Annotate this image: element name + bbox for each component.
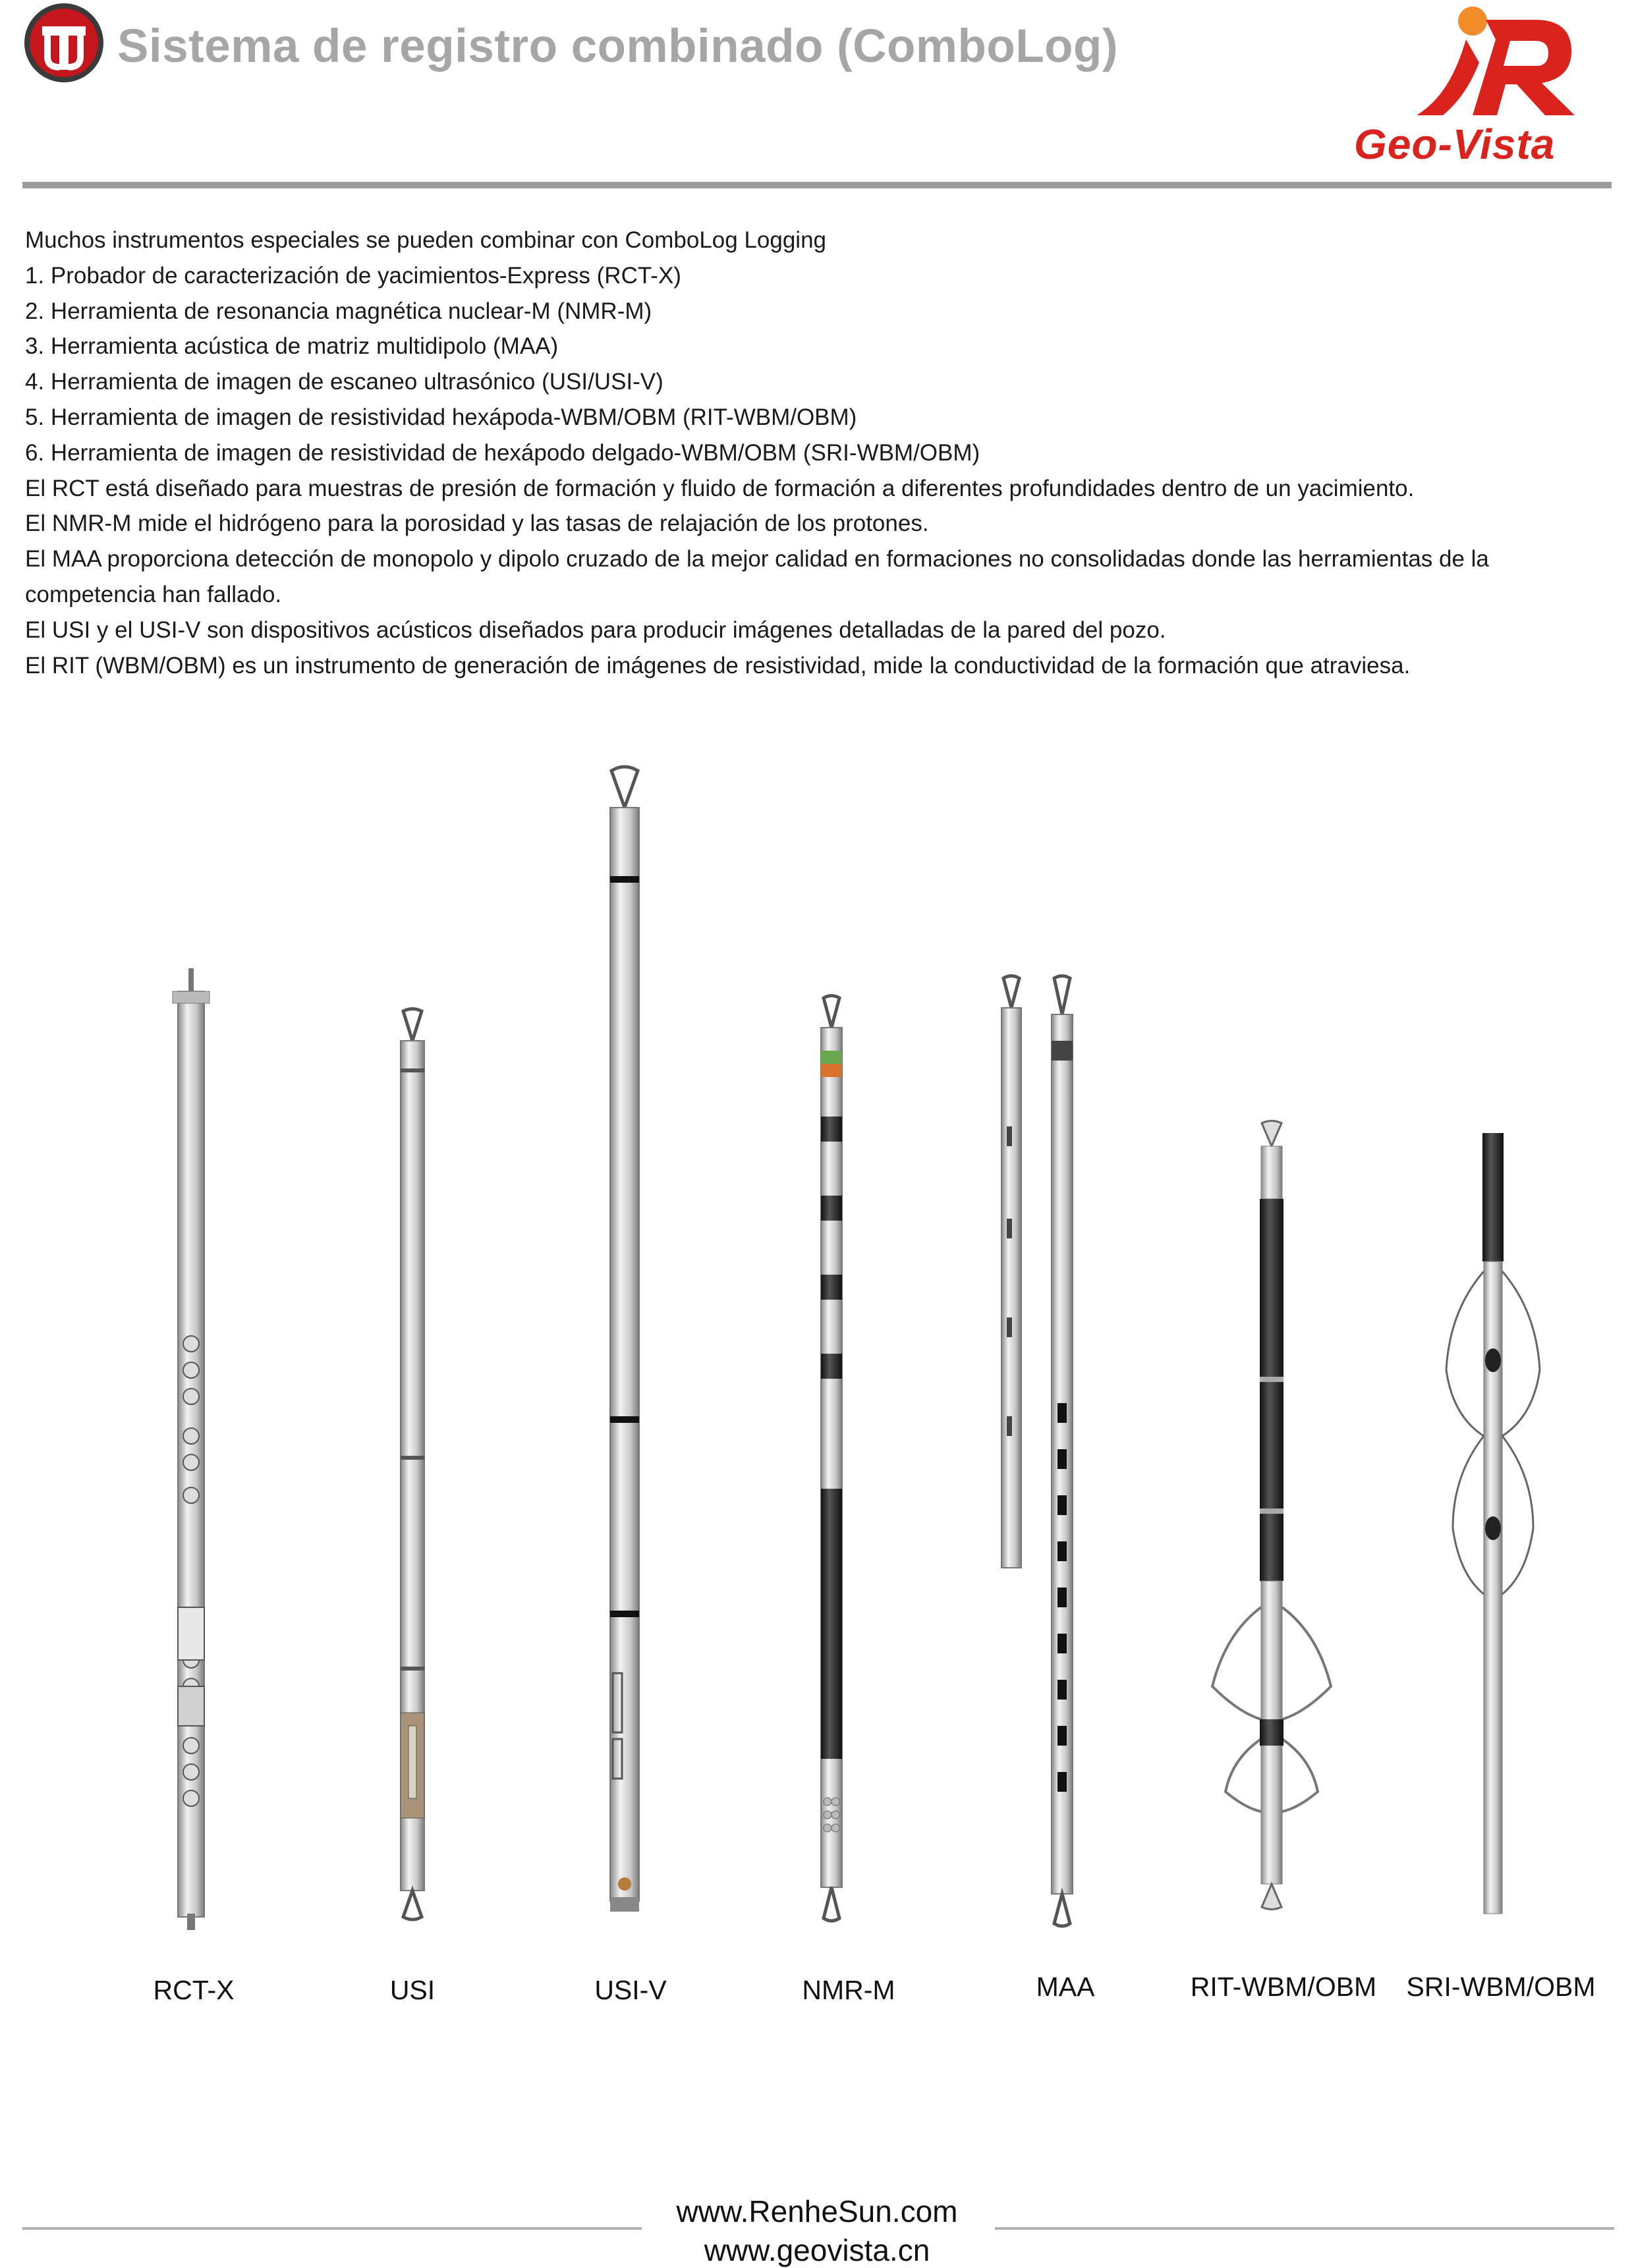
rct-x-tool bbox=[173, 968, 210, 1930]
page-title: Sistema de registro combinado (ComboLog) bbox=[117, 20, 1119, 72]
paragraph: 4. Herramienta de imagen de escaneo ultrasónico (USI/USI-V) bbox=[25, 369, 663, 395]
tool-label-usi-v: USI-V bbox=[594, 1975, 667, 2005]
tool-label-sri-wbm-obm: SRI-WBM/OBM bbox=[1406, 1972, 1596, 2002]
paragraph: El RIT (WBM/OBM) es un instrumento de generación de imágenes de resistividad, mide la conductividad de la formación que atraviesa. bbox=[25, 652, 1411, 678]
tool-label-rit-wbm-obm: RIT-WBM/OBM bbox=[1190, 1972, 1377, 2002]
tool-label-nmr-m: NMR-M bbox=[802, 1975, 895, 2005]
paragraph: 6. Herramienta de imagen de resistividad de hexápodo delgado-WBM/OBM (SRI-WBM/OBM) bbox=[25, 439, 980, 466]
paragraph: 3. Herramienta acústica de matriz multidipolo (MAA) bbox=[25, 333, 559, 360]
paragraph: El NMR-M mide el hidrógeno para la porosidad y las tasas de relajación de los protones. bbox=[25, 511, 929, 537]
paragraph: El MAA proporciona detección de monopolo y dipolo cruzado de la mejor calidad en formaciones no consolidadas donde las herramientas de la bbox=[25, 546, 1489, 572]
tool-label-usi: USI bbox=[389, 1975, 436, 2005]
paragraph: 5. Herramienta de imagen de resistividad hexápoda-WBM/OBM (RIT-WBM/OBM) bbox=[25, 404, 857, 430]
usi-tool bbox=[401, 1009, 424, 1920]
paragraph: 2. Herramienta de resonancia magnética nuclear-M (NMR-M) bbox=[25, 298, 652, 324]
rit-wbm-obm-tool bbox=[1212, 1121, 1331, 1910]
sri-wbm-obm-tool bbox=[1446, 1133, 1540, 1914]
brand-name: Geo-Vista bbox=[1354, 121, 1556, 168]
maa-tool bbox=[1001, 976, 1073, 1927]
tool-label-rct-x: RCT-X bbox=[153, 1975, 235, 2005]
nmr-m-tool bbox=[821, 996, 842, 1922]
usi-v-tool bbox=[610, 767, 639, 1912]
footer-divider-left bbox=[22, 2227, 642, 2230]
footer-divider-right bbox=[995, 2227, 1614, 2230]
footer-link-renhesun[interactable]: www.RenheSun.com bbox=[676, 2194, 958, 2228]
paragraph: El USI y el USI-V son dispositivos acústicos diseñados para producir imágenes detalladas de la pared del pozo. bbox=[25, 617, 1166, 643]
tool-label-maa: MAA bbox=[1036, 1972, 1095, 2002]
paragraph: El RCT está diseñado para muestras de presión de formación y fluido de formación a diferentes profundidades dentro de un yacimiento. bbox=[25, 475, 1415, 501]
footer-link-geovista[interactable]: www.geovista.cn bbox=[704, 2233, 930, 2267]
paragraph: 1. Probador de caracterización de yacimientos-Express (RCT-X) bbox=[25, 262, 681, 289]
paragraph: competencia han fallado. bbox=[25, 581, 282, 607]
paragraph: Muchos instrumentos especiales se pueden combinar con ComboLog Logging bbox=[25, 227, 827, 253]
